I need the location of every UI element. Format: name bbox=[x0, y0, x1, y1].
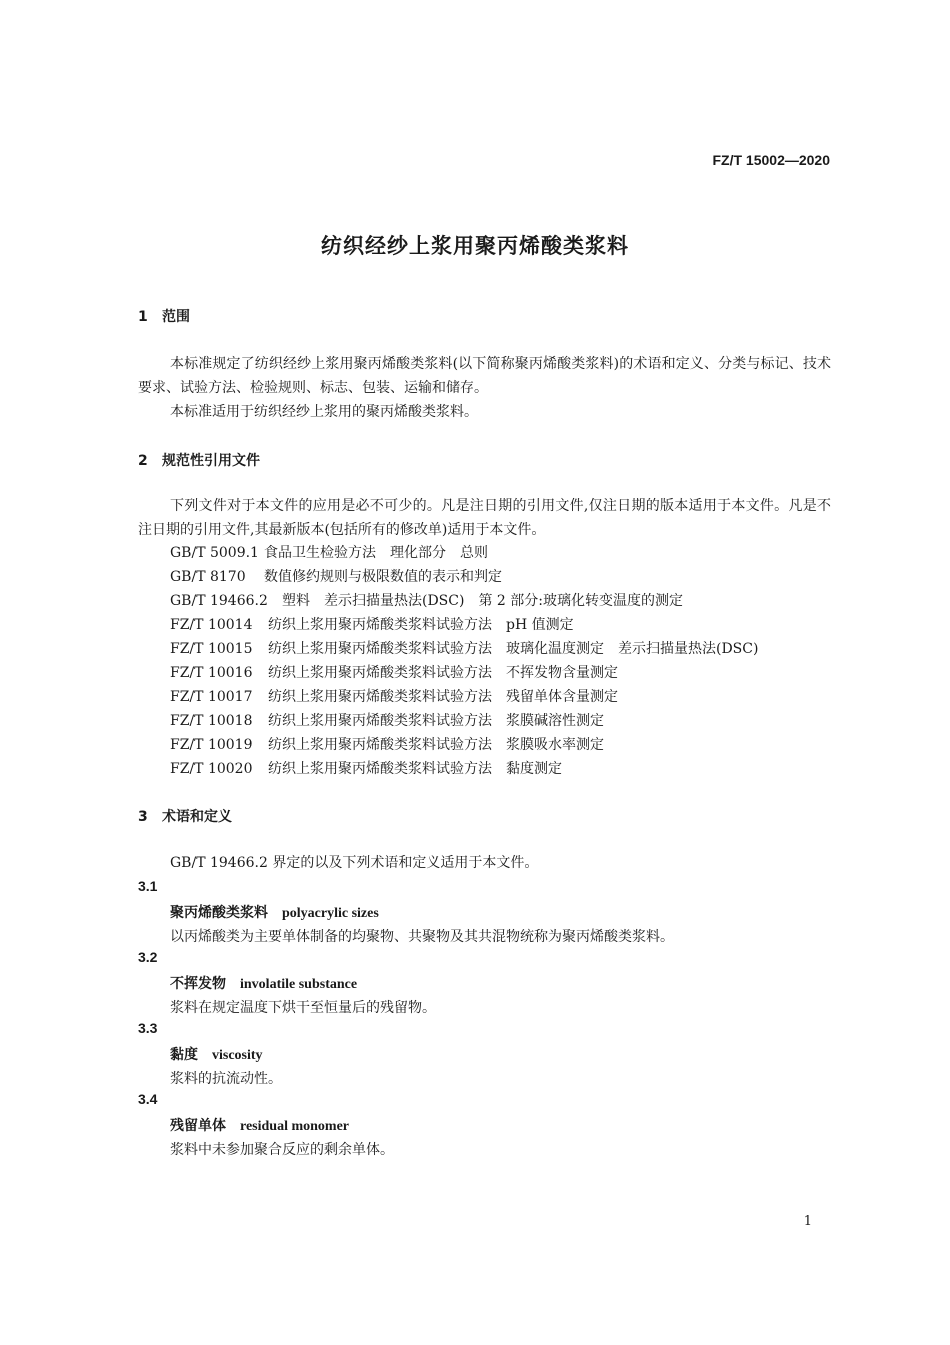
term-name bbox=[170, 973, 357, 993]
reference-item bbox=[170, 590, 683, 610]
section-3-intro: GB/T 19466.2 界定的以及下列术语和定义适用于本文件。 bbox=[170, 855, 539, 871]
term-name bbox=[170, 902, 379, 922]
section-2-title: 规范性引用文件 bbox=[162, 453, 260, 469]
reference-title: 纺织上浆用聚丙烯酸类浆料试验方法 残留单体含量测定 bbox=[268, 689, 618, 705]
reference-item bbox=[170, 662, 618, 682]
reference-title: 纺织上浆用聚丙烯酸类浆料试验方法 黏度测定 bbox=[268, 761, 562, 777]
section-1-paragraph-2: 本标准适用于纺织经纱上浆用的聚丙烯酸类浆料。 bbox=[170, 404, 478, 420]
term-number: 3.4 bbox=[138, 1091, 158, 1107]
reference-code: FZ/T 10016 bbox=[170, 665, 253, 681]
reference-title: 纺织上浆用聚丙烯酸类浆料试验方法 pH 值测定 bbox=[268, 617, 574, 633]
page-number: 1 bbox=[803, 1214, 812, 1229]
term-number: 3.1 bbox=[138, 878, 158, 894]
reference-code: FZ/T 10014 bbox=[170, 617, 253, 633]
reference-item bbox=[170, 638, 758, 658]
reference-item bbox=[170, 542, 488, 562]
term-number: 3.2 bbox=[138, 949, 158, 965]
reference-item bbox=[170, 710, 604, 730]
term-name-zh: 不挥发物 bbox=[170, 976, 226, 992]
term-name bbox=[170, 1044, 263, 1064]
reference-item bbox=[170, 734, 604, 754]
reference-title: 塑料 差示扫描量热法(DSC) 第 2 部分:玻璃化转变温度的测定 bbox=[282, 593, 683, 609]
reference-item bbox=[170, 686, 618, 706]
standard-code: FZ/T 15002—2020 bbox=[712, 152, 830, 168]
section-3-number: 3 bbox=[138, 809, 148, 825]
section-3-title: 术语和定义 bbox=[162, 809, 232, 825]
term-name-zh: 残留单体 bbox=[170, 1118, 226, 1134]
section-2-heading bbox=[138, 450, 260, 470]
section-1-title: 范围 bbox=[162, 309, 190, 325]
reference-item bbox=[170, 566, 502, 586]
document-title: 纺织经纱上浆用聚丙烯酸类浆料 bbox=[321, 234, 629, 258]
reference-title: 纺织上浆用聚丙烯酸类浆料试验方法 玻璃化温度测定 差示扫描量热法(DSC) bbox=[268, 641, 759, 657]
reference-code: GB/T 5009.1 bbox=[170, 545, 259, 561]
term-definition: 以丙烯酸类为主要单体制备的均聚物、共聚物及其共混物统称为聚丙烯酸类浆料。 bbox=[170, 929, 674, 945]
term-name-en: viscosity bbox=[212, 1048, 263, 1063]
section-3-heading bbox=[138, 806, 232, 826]
term-definition: 浆料在规定温度下烘干至恒量后的残留物。 bbox=[170, 1000, 436, 1016]
reference-code: FZ/T 10020 bbox=[170, 761, 253, 777]
reference-code: FZ/T 10019 bbox=[170, 737, 253, 753]
term-name-en: residual monomer bbox=[240, 1119, 350, 1134]
reference-code: FZ/T 10017 bbox=[170, 689, 253, 705]
reference-code: GB/T 19466.2 bbox=[170, 593, 268, 609]
term-name-en: polyacrylic sizes bbox=[282, 906, 379, 921]
section-2-paragraph-1: 下列文件对于本文件的应用是必不可少的。凡是注日期的引用文件,仅注日期的版本适用于本文件。凡是不注日期的引用文件,其最新版本(包括所有的修改单)适用于本文件。 bbox=[138, 498, 831, 538]
term-name-zh: 黏度 bbox=[170, 1047, 198, 1063]
reference-title: 纺织上浆用聚丙烯酸类浆料试验方法 浆膜吸水率测定 bbox=[268, 737, 604, 753]
reference-code: GB/T 8170 bbox=[170, 569, 246, 585]
reference-code: FZ/T 10015 bbox=[170, 641, 253, 657]
reference-title: 数值修约规则与极限数值的表示和判定 bbox=[264, 569, 502, 585]
term-definition: 浆料的抗流动性。 bbox=[170, 1071, 282, 1087]
reference-code: FZ/T 10018 bbox=[170, 713, 253, 729]
reference-item bbox=[170, 758, 562, 778]
reference-title: 纺织上浆用聚丙烯酸类浆料试验方法 浆膜碱溶性测定 bbox=[268, 713, 604, 729]
section-1-paragraph-1: 本标准规定了纺织经纱上浆用聚丙烯酸类浆料(以下简称聚丙烯酸类浆料)的术语和定义、分类与标记、技术要求、试验方法、检验规则、标志、包装、运输和储存。 bbox=[138, 356, 831, 396]
reference-item bbox=[170, 614, 574, 634]
reference-title: 食品卫生检验方法 理化部分 总则 bbox=[264, 545, 488, 561]
term-name bbox=[170, 1115, 349, 1135]
section-1-heading bbox=[138, 306, 190, 326]
term-name-en: involatile substance bbox=[240, 977, 358, 992]
reference-title: 纺织上浆用聚丙烯酸类浆料试验方法 不挥发物含量测定 bbox=[268, 665, 618, 681]
section-2-number: 2 bbox=[138, 453, 148, 469]
term-number: 3.3 bbox=[138, 1020, 158, 1036]
term-name-zh: 聚丙烯酸类浆料 bbox=[170, 905, 268, 921]
section-1-number: 1 bbox=[138, 309, 148, 325]
term-definition: 浆料中未参加聚合反应的剩余单体。 bbox=[170, 1142, 394, 1158]
